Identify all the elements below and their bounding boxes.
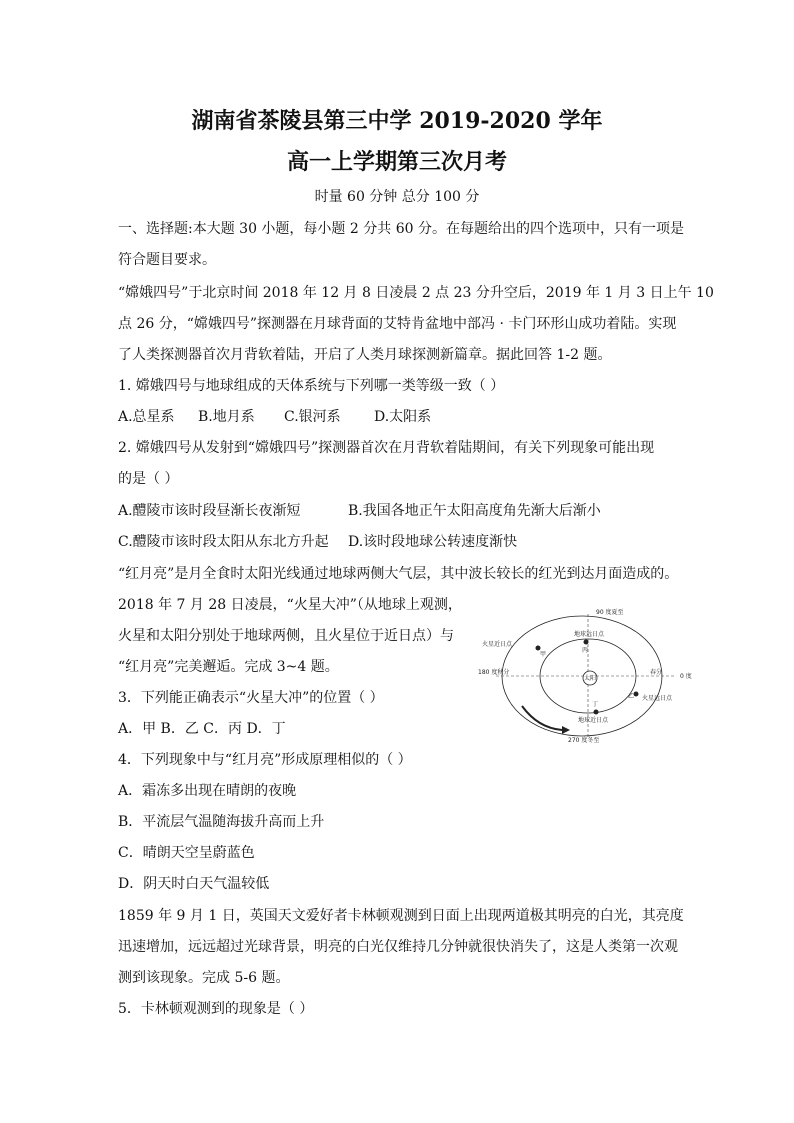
passage-2-line-4: “红月亮”完美邂逅。完成 3~4 题。 [118,659,339,675]
question-2-line-1: 2. 嫦娥四号从发射到“嫦娥四号”探测器首次在月背软着陆期间，有关下列现象可能出现 [118,440,655,456]
planet-bing-icon [584,640,589,645]
title-line-2: 高一上学期第三次月考 [286,149,507,175]
question-2-options-ab [118,500,601,520]
arrow-head-icon [562,726,570,734]
label-mars-perihelion: 火星近日点 [482,641,513,648]
passage-1-line-1: “嫦娥四号”于北京时间 2018 年 12 月 8 日凌晨 2 点 23 分升空后，2019 年 1 月 3 日上午 10 [118,285,714,301]
passage-2-line-2: 2018 年 7 月 28 日凌晨，“火星大冲”（从地球上观测， [118,597,462,613]
option-c: C.醴陵市该时段太阳从东北方升起 [118,534,329,550]
question-2-options-cd [118,531,517,551]
question-1-options [118,406,431,426]
option-b: B.地月系 [198,409,255,425]
label-ding: 丁 [592,701,599,708]
sun-label: 太阳 [583,675,597,682]
option-c: C.银河系 [284,409,341,425]
passage-2-line-3: 火星和太阳分别处于地球两侧，且火星位于近日点）与 [118,628,454,644]
option-b: B.我国各地正午太阳高度角先渐大后渐小 [348,503,601,519]
exam-info: 时量 60 分钟 总分 100 分 [314,189,480,205]
label-jia: 甲 [540,651,547,658]
label-earth-perihelion: 地球近日点 [578,717,609,724]
option-b: B．平流层气温随海拔升高而上升 [118,814,325,830]
planet-jia-icon [536,646,541,651]
label-yi: 乙 [628,693,635,700]
label-mars-aphelion: 火星远日点 [642,695,673,702]
label-autumn-equinox: 180 度秋分 [478,669,510,676]
section-instruction-cont: 符合题目要求。 [118,252,216,268]
passage-3-line-2: 迅速增加，远远超过光球背景，明亮的白光仅维持几分钟就很快消失了，这是人类第一次观 [118,939,678,955]
passage-3-line-1: 1859 年 9 月 1 日，英国天文爱好者卡林顿观测到日面上出现两道极其明亮的白光，其亮度 [118,908,684,924]
section-instruction: 一、选择题:本大题 30 小题，每小题 2 分共 60 分。在每题给出的四个选项中，只有一项是 [118,221,684,237]
label-bing: 丙 [582,647,589,654]
planet-ding-icon [594,710,599,715]
question-1: 1. 嫦娥四号与地球组成的天体系统与下列哪一类等级一致（ ） [118,378,505,394]
option-a: A.醴陵市该时段昼渐长夜渐短 [118,503,301,519]
label-earth-aphelion: 地球远日点 [574,631,605,638]
planet-yi-icon [634,692,639,697]
question-2-line-2: 的是（ ） [118,471,179,487]
label-zero-degree: 0 度 [680,673,692,680]
option-d: D.太阳系 [374,409,432,425]
question-5: 5．卡林顿观测到的现象是（ ） [118,1001,314,1017]
question-4: 4．下列现象中与“红月亮”形成原理相似的（ ） [118,752,412,768]
label-winter-solstice: 270 度冬至 [568,737,600,744]
question-3-options: A．甲 B．乙 C．丙 D．丁 [118,721,286,737]
orbit-diagram [478,606,698,746]
title-line-1: 湖南省茶陵县第三中学 2019-2020 学年 [191,108,603,134]
option-d: D.该时段地球公转速度渐快 [348,534,518,550]
label-spring-equinox: 春分 [650,669,663,676]
question-3: 3．下列能正确表示“火星大冲”的位置（ ） [118,690,384,706]
revolution-arrow-icon [522,706,562,730]
option-a: A．霜冻多出现在晴朗的夜晚 [118,783,297,799]
passage-3-line-3: 测到该现象。完成 5-6 题。 [118,970,290,986]
passage-1-line-2: 点 26 分，“嫦娥四号”探测器在月球背面的艾特肯盆地中部冯 · 卡门环形山成功着陆。实现 [118,316,677,332]
option-c: C．晴朗天空呈蔚蓝色 [118,845,255,861]
label-summer-solstice: 90 度夏至 [596,609,624,616]
passage-2-line-1: “红月亮”是月全食时太阳光线通过地球两侧大气层，其中波长较长的红光到达月面造成的。 [118,566,679,582]
option-a: A.总星系 [118,409,175,425]
passage-1-line-3: 了人类探测器首次月背软着陆，开启了人类月球探测新篇章。据此回答 1-2 题。 [118,347,612,363]
option-d: D．阴天时白天气温较低 [118,876,270,892]
